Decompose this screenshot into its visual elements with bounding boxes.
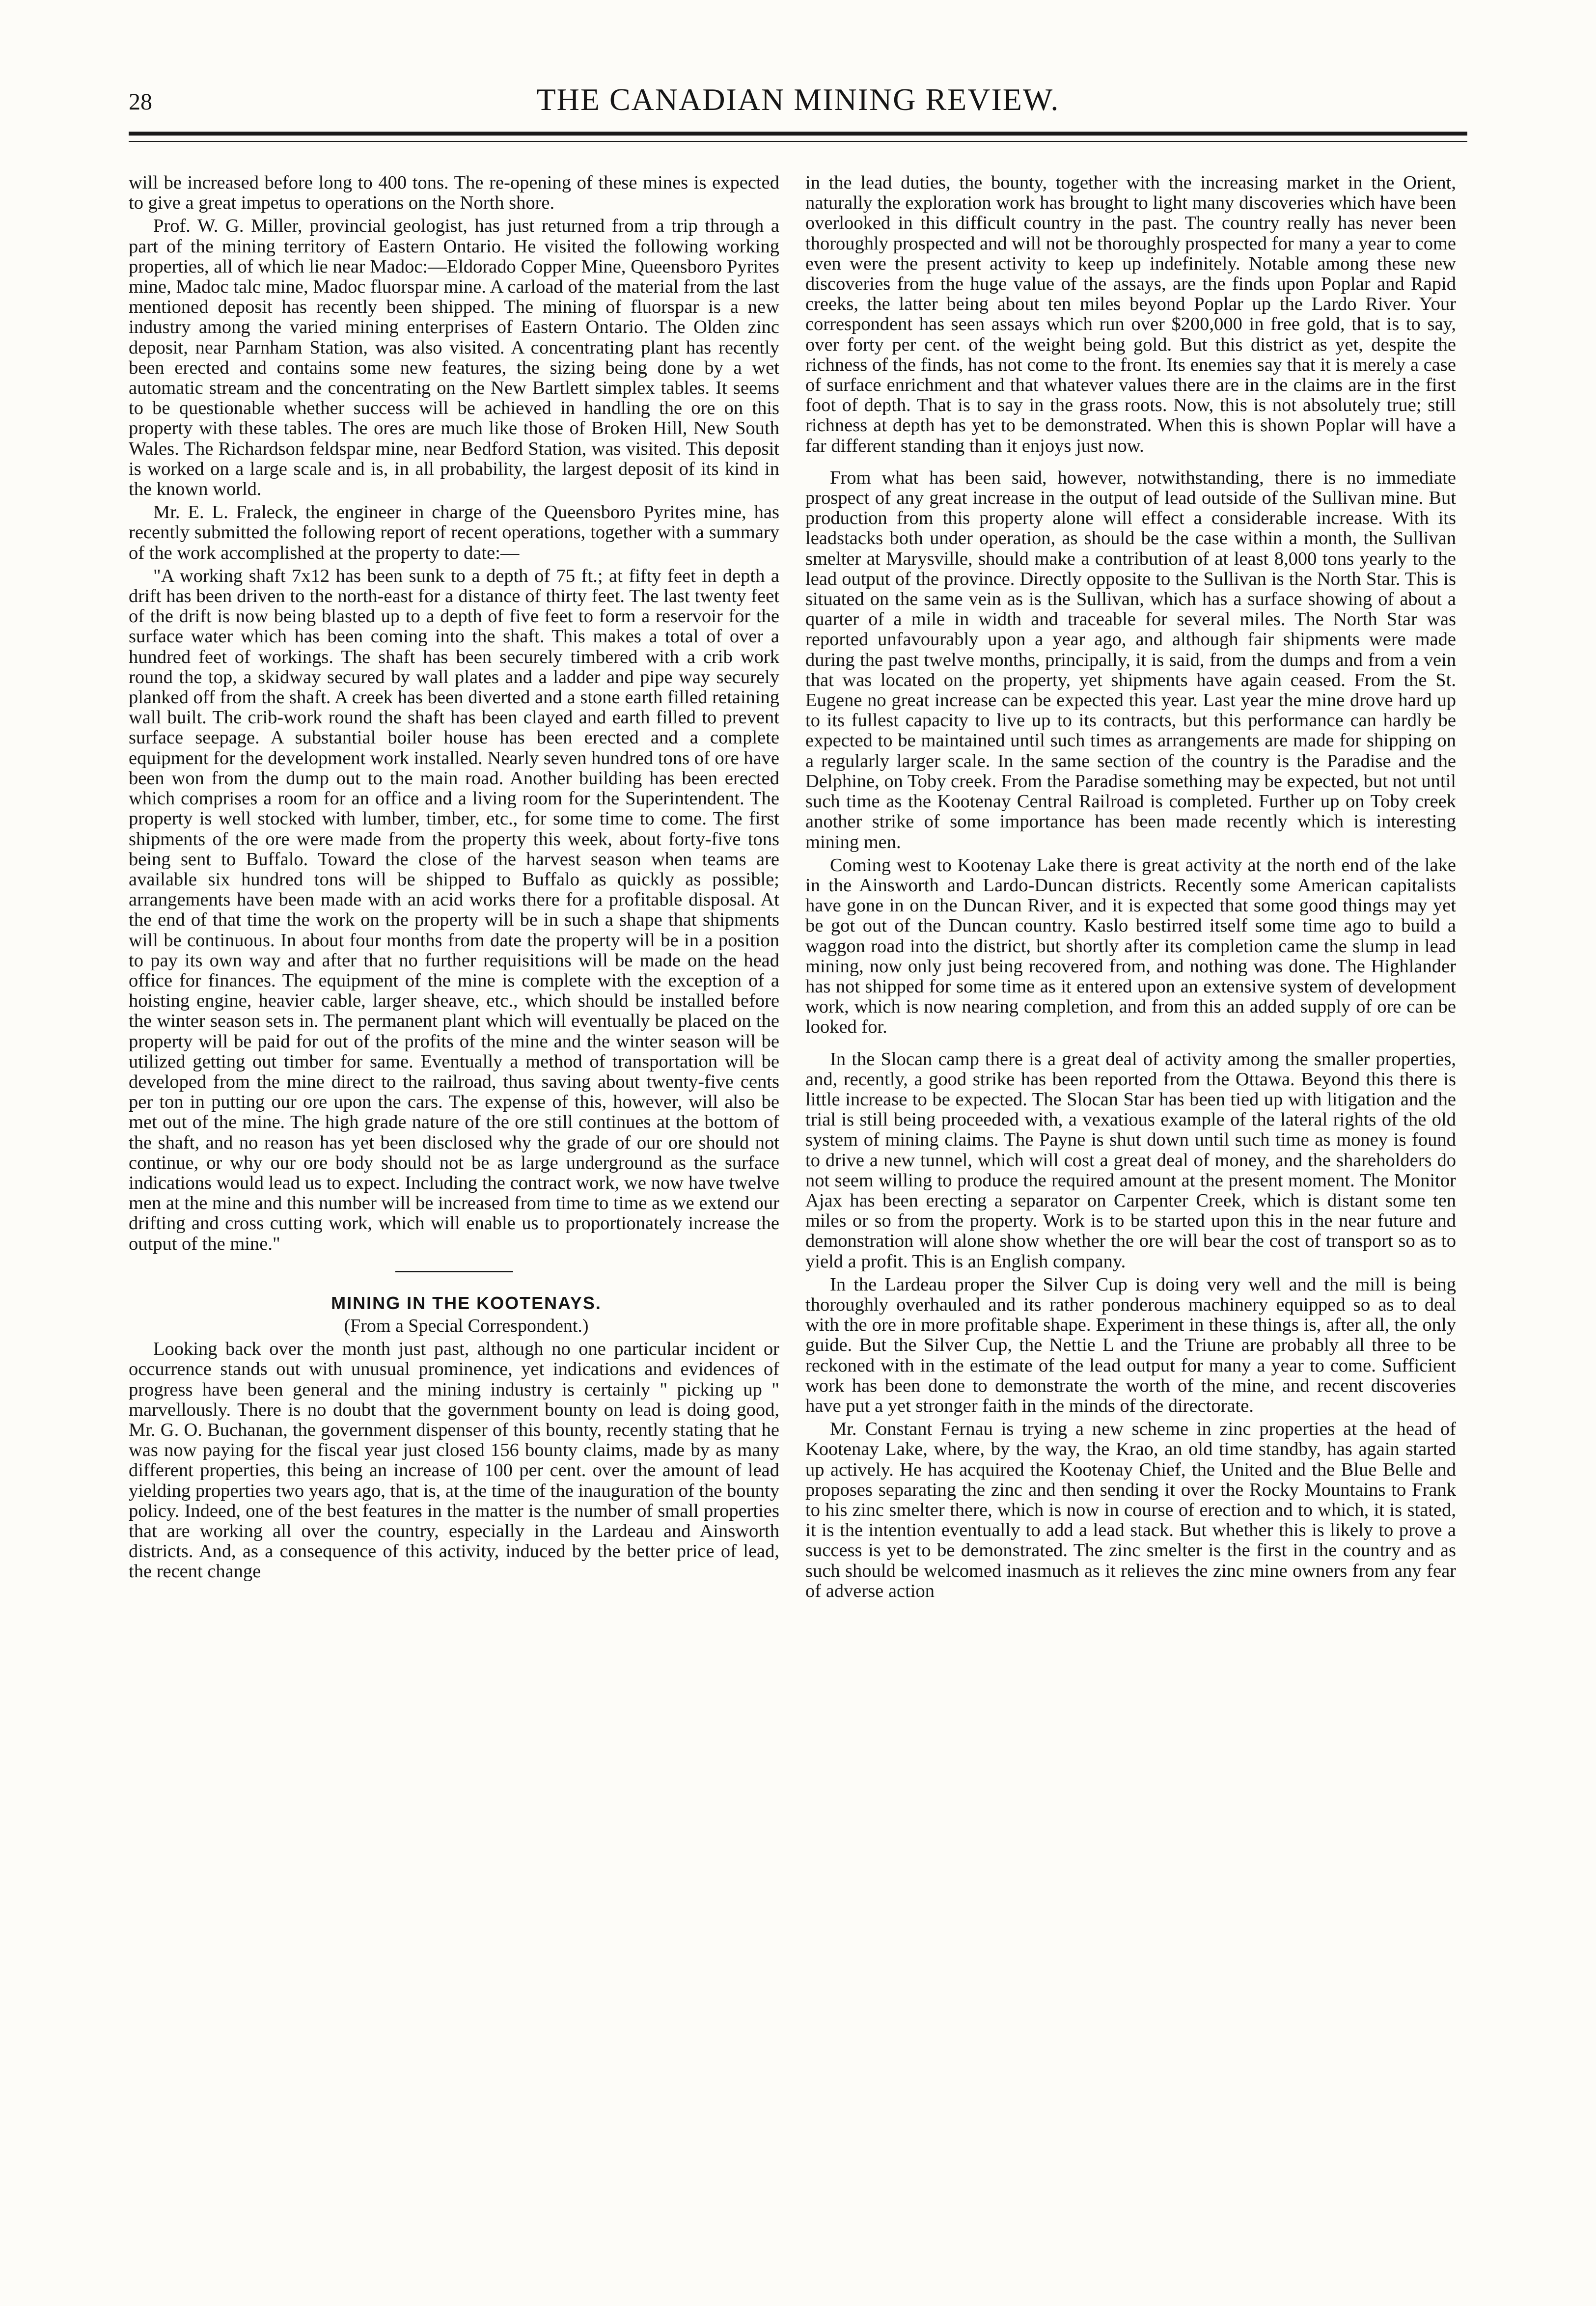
paragraph: In the Slocan camp there is a great deal of activity among the smaller properties, and, recently, a good strike has been reported from the Ottawa. Beyond this there is little increase to be expected. The Slocan Star has been tied up with litigation and the trial is still being proceeded with, a vexatious example of the lateral rights of the old system of mining claims. The Payne is shut down until such time as money is found to drive a new tunnel, which will cost a great deal of money, and the shareholders do not seem willing to produce the required amount at the present moment. The Monitor Ajax has been erecting a separator on Carpenter Creek, which is distant some ten miles or so from the property. Work is to be started upon this in the near future and demonstration will alone show whether the ore will bear the cost of transport so as to yield a profit. This is an English company.: [805, 1048, 1456, 1272]
section-subtitle: (From a Special Correspondent.): [344, 1315, 589, 1336]
running-title: THE CANADIAN MINING REVIEW.: [536, 82, 1060, 117]
paragraph: Prof. W. G. Miller, provincial geologist, has just returned from a trip through a part of the mining territory of Eastern Ontario. He visited the following working properties, all of which lie near Madoc:—Eldorado Copper Mine, Queensboro Pyrites mine, Madoc talc mine, Madoc fluorspar mine. A carload of the material from the last mentioned deposit has recently been shipped. The mining of fluorspar is a new industry among the varied mining enterprises of Eastern Ontario. The Olden zinc deposit, near Parnham Station, was also visited. A concentrating plant has recently been erected and contains some new features, the sizing being done by a wet automatic stream and the concentrating on the New Bartlett simplex tables. It seems to be questionable whether success will be achieved in handling the ore on this property with these tables. The ores are much like those of Broken Hill, New South Wales. The Richardson feldspar mine, near Bedford Station, was visited. This deposit is worked on a large scale and is, in all probability, the largest deposit of its kind in the known world.: [129, 216, 779, 500]
header-rule-thin: [129, 141, 1467, 142]
header-rule-thick: [129, 132, 1467, 136]
paragraph: Mr. Constant Fernau is trying a new scheme in zinc properties at the head of Kootenay Lake, where, by the way, the Krao, an old time standby, has again started up actively. He has acquired the Kootenay Chief, the United and the Blue Belle and proposes separating the zinc and then sending it over the Rocky Mountains to Frank to his zinc smelter there, which is now in course of erection and to which, it is stated, it is the intention eventually to add a lead stack. But whether this is likely to prove a success is yet to be demonstrated. The zinc smelter is the first in the country and as such should be welcomed inasmuch as it relieves the zinc mine owners from any fear of adverse action: [805, 1419, 1456, 1601]
paragraph: in the lead duties, the bounty, together with the increasing market in the Orient, naturally the exploration work has brought to light many discoveries which have been overlooked in this difficult country in the past. The country really has never been thoroughly prospected and will not be thoroughly prospected for many a year to come even were the present activity to keep up indefinitely. Notable among these new discoveries from the huge value of the assays, are the finds upon Poplar and Rapid creeks, the latter being about ten miles beyond Poplar up the Lardo River. Your correspondent has seen assays which run over $200,000 in free gold, that is to say, over forty per cent. of the weight being gold. But this district as yet, despite the richness of the finds, has not come to the front. Its enemies say that it is merely a case of surface enrichment and that whatever values there are in the claims are in the first foot of depth. That is to say in the grass roots. Now, this is not absolutely true; still richness at depth has yet to be demonstrated. When this is shown Poplar will have a far different standing than it enjoys just now.: [805, 172, 1456, 456]
left-column: [129, 173, 779, 1585]
section-title: MINING IN THE KOOTENAYS.: [331, 1292, 602, 1313]
page-number: 28: [129, 89, 152, 115]
paragraph: will be increased before long to 400 tons. The re-opening of these mines is expected to give a great impetus to operations on the North shore.: [129, 172, 779, 214]
paragraph: Coming west to Kootenay Lake there is great activity at the north end of the lake in the Ainsworth and Lardo-Duncan districts. Recently some American capitalists have gone in on the Duncan River, and it is expected that some good things may yet be got out of the Duncan country. Kaslo bestirred itself some time ago to build a waggon road into the district, but shortly after its completion came the slump in lead mining, now only just being recovered from, and nothing was done. The Highlander has not shipped for some time as it entered upon an extensive system of development work, which is now nearing completion, and from this an added supply of ore can be looked for.: [805, 854, 1456, 1038]
section-divider: [395, 1271, 513, 1272]
right-column: [805, 173, 1456, 1604]
paragraph: Mr. E. L. Fraleck, the engineer in charge of the Queensboro Pyrites mine, has recently submitted the following report of recent operations, together with a summary of the work accomplished at the property to date:—: [129, 502, 779, 563]
paragraph: From what has been said, however, notwithstanding, there is no immediate prospect of any great increase in the output of lead outside of the Sullivan mine. But production from this property alone will effect a considerable increase. With its leadstacks both under operation, as should be the case within a month, the Sullivan smelter at Marysville, should make a contribution of at least 8,000 tons yearly to the lead output of the province. Directly opposite to the Sullivan is the North Star. This is situated on the same vein as is the Sullivan, which has a surface showing of about a quarter of a mile in width and traceable for several miles. The North Star was reported unfavourably upon a year ago, and although fair shipments were made during the past twelve months, principally, it is said, from the dumps and from a vein that was located on the property, yet shipments have again ceased. From the St. Eugene no great increase can be expected this year. Last year the mine drove hard up to its fullest capacity to live up to its contracts, but this performance can hardly be expected to be maintained until such times as arrangements are made for shipping on a regularly larger scale. In the same section of the country is the Paradise and the Delphine, on Toby creek. From the Paradise something may be expected, but not until such time as the Kootenay Central Railroad is completed. Further up on Toby creek another strike of some importance has been made recently which is interesting mining men.: [805, 467, 1456, 852]
paragraph: "A working shaft 7x12 has been sunk to a depth of 75 ft.; at fifty feet in depth a drift has been driven to the north-east for a distance of thirty feet. The last twenty feet of the drift is now being blasted up to a depth of five feet to form a reservoir for the surface water which has been coming into the shaft. This makes a total of over a hundred feet of workings. The shaft has been securely timbered with a crib work round the top, a skidway secured by wall plates and a ladder and pipe way securely planked off from the shaft. A creek has been diverted and a stone earth filled retaining wall built. The crib-work round the shaft has been clayed and earth filled to prevent surface seepage. A substantial boiler house has been erected and a complete equipment for the development work installed. Nearly seven hundred tons of ore have been won from the dump out to the main road. Another building has been erected which comprises a room for an office and a living room for the Superintendent. The property is well stocked with lumber, timber, etc., for some time to come. The first shipments of the ore were made from the property this week, about forty-five tons being sent to Buffalo. Toward the close of the harvest season when teams are available six hundred tons will be shipped to Buffalo as quickly as possible; arrangements have been made with an acid works there for a profitable disposal. At the end of that time the work on the property will be in such a shape that shipments will be continuous. In about four months from date the property will be in a position to pay its own way and after that no further requisitions will be made on the head office for finances. The equipment of the mine is complete with the exception of a hoisting engine, heavier cable, larger sheave, etc., which should be installed before the winter season sets in. The permanent plant which will eventually be placed on the property will be paid for out of the profits of the mine and the winter season will be utilized getting out timber for same. Eventually a method of transportation will be developed from the mine direct to the railroad, thus saving about twenty-five cents per ton in putting our ore upon the cars. The expense of this, however, will also be met out of the mine. The high grade nature of the ore still continues at the bottom of the shaft, and no reason has yet been disclosed why the grade of our ore should not continue, or why our ore body should not be as large underground as the surface indications would lead us to expect. Including the contract work, we now have twelve men at the mine and this number will be increased from time to time as we extend our drifting and cross cutting work, which will enable us to proportionately increase the output of the mine.": [129, 565, 779, 1254]
paragraph: Looking back over the month just past, although no one particular incident or occurrence stands out with unusual prominence, yet indications and evidences of progress have been general and the mining industry is certainly " picking up " marvellously. There is no doubt that the government bounty on lead is doing good, Mr. G. O. Buchanan, the government dispenser of this bounty, recently stating that he was now paying for the fiscal year just closed 156 bounty claims, made by as many different properties, this being an increase of 100 per cent. over the amount of lead yielding properties two years ago, that is, at the time of the inauguration of the bounty policy. Indeed, one of the best features in the matter is the number of small properties that are working all over the country, especially in the Lardeau and Ainsworth districts. And, as a consequence of this activity, induced by the better price of lead, the recent change: [129, 1339, 779, 1582]
paragraph: In the Lardeau proper the Silver Cup is doing very well and the mill is being thoroughly overhauled and its rather ponderous machinery equipped so as to deal with the ore in more profitable shape. Experiment in these things is, after all, the only guide. But the Silver Cup, the Nettie L and the Triune are probably all three to be reckoned with in the estimate of the lead output for many a year to come. Sufficient work has been done to demonstrate the worth of the mine, and recent discoveries have put a yet stronger faith in the minds of the directorate.: [805, 1274, 1456, 1416]
